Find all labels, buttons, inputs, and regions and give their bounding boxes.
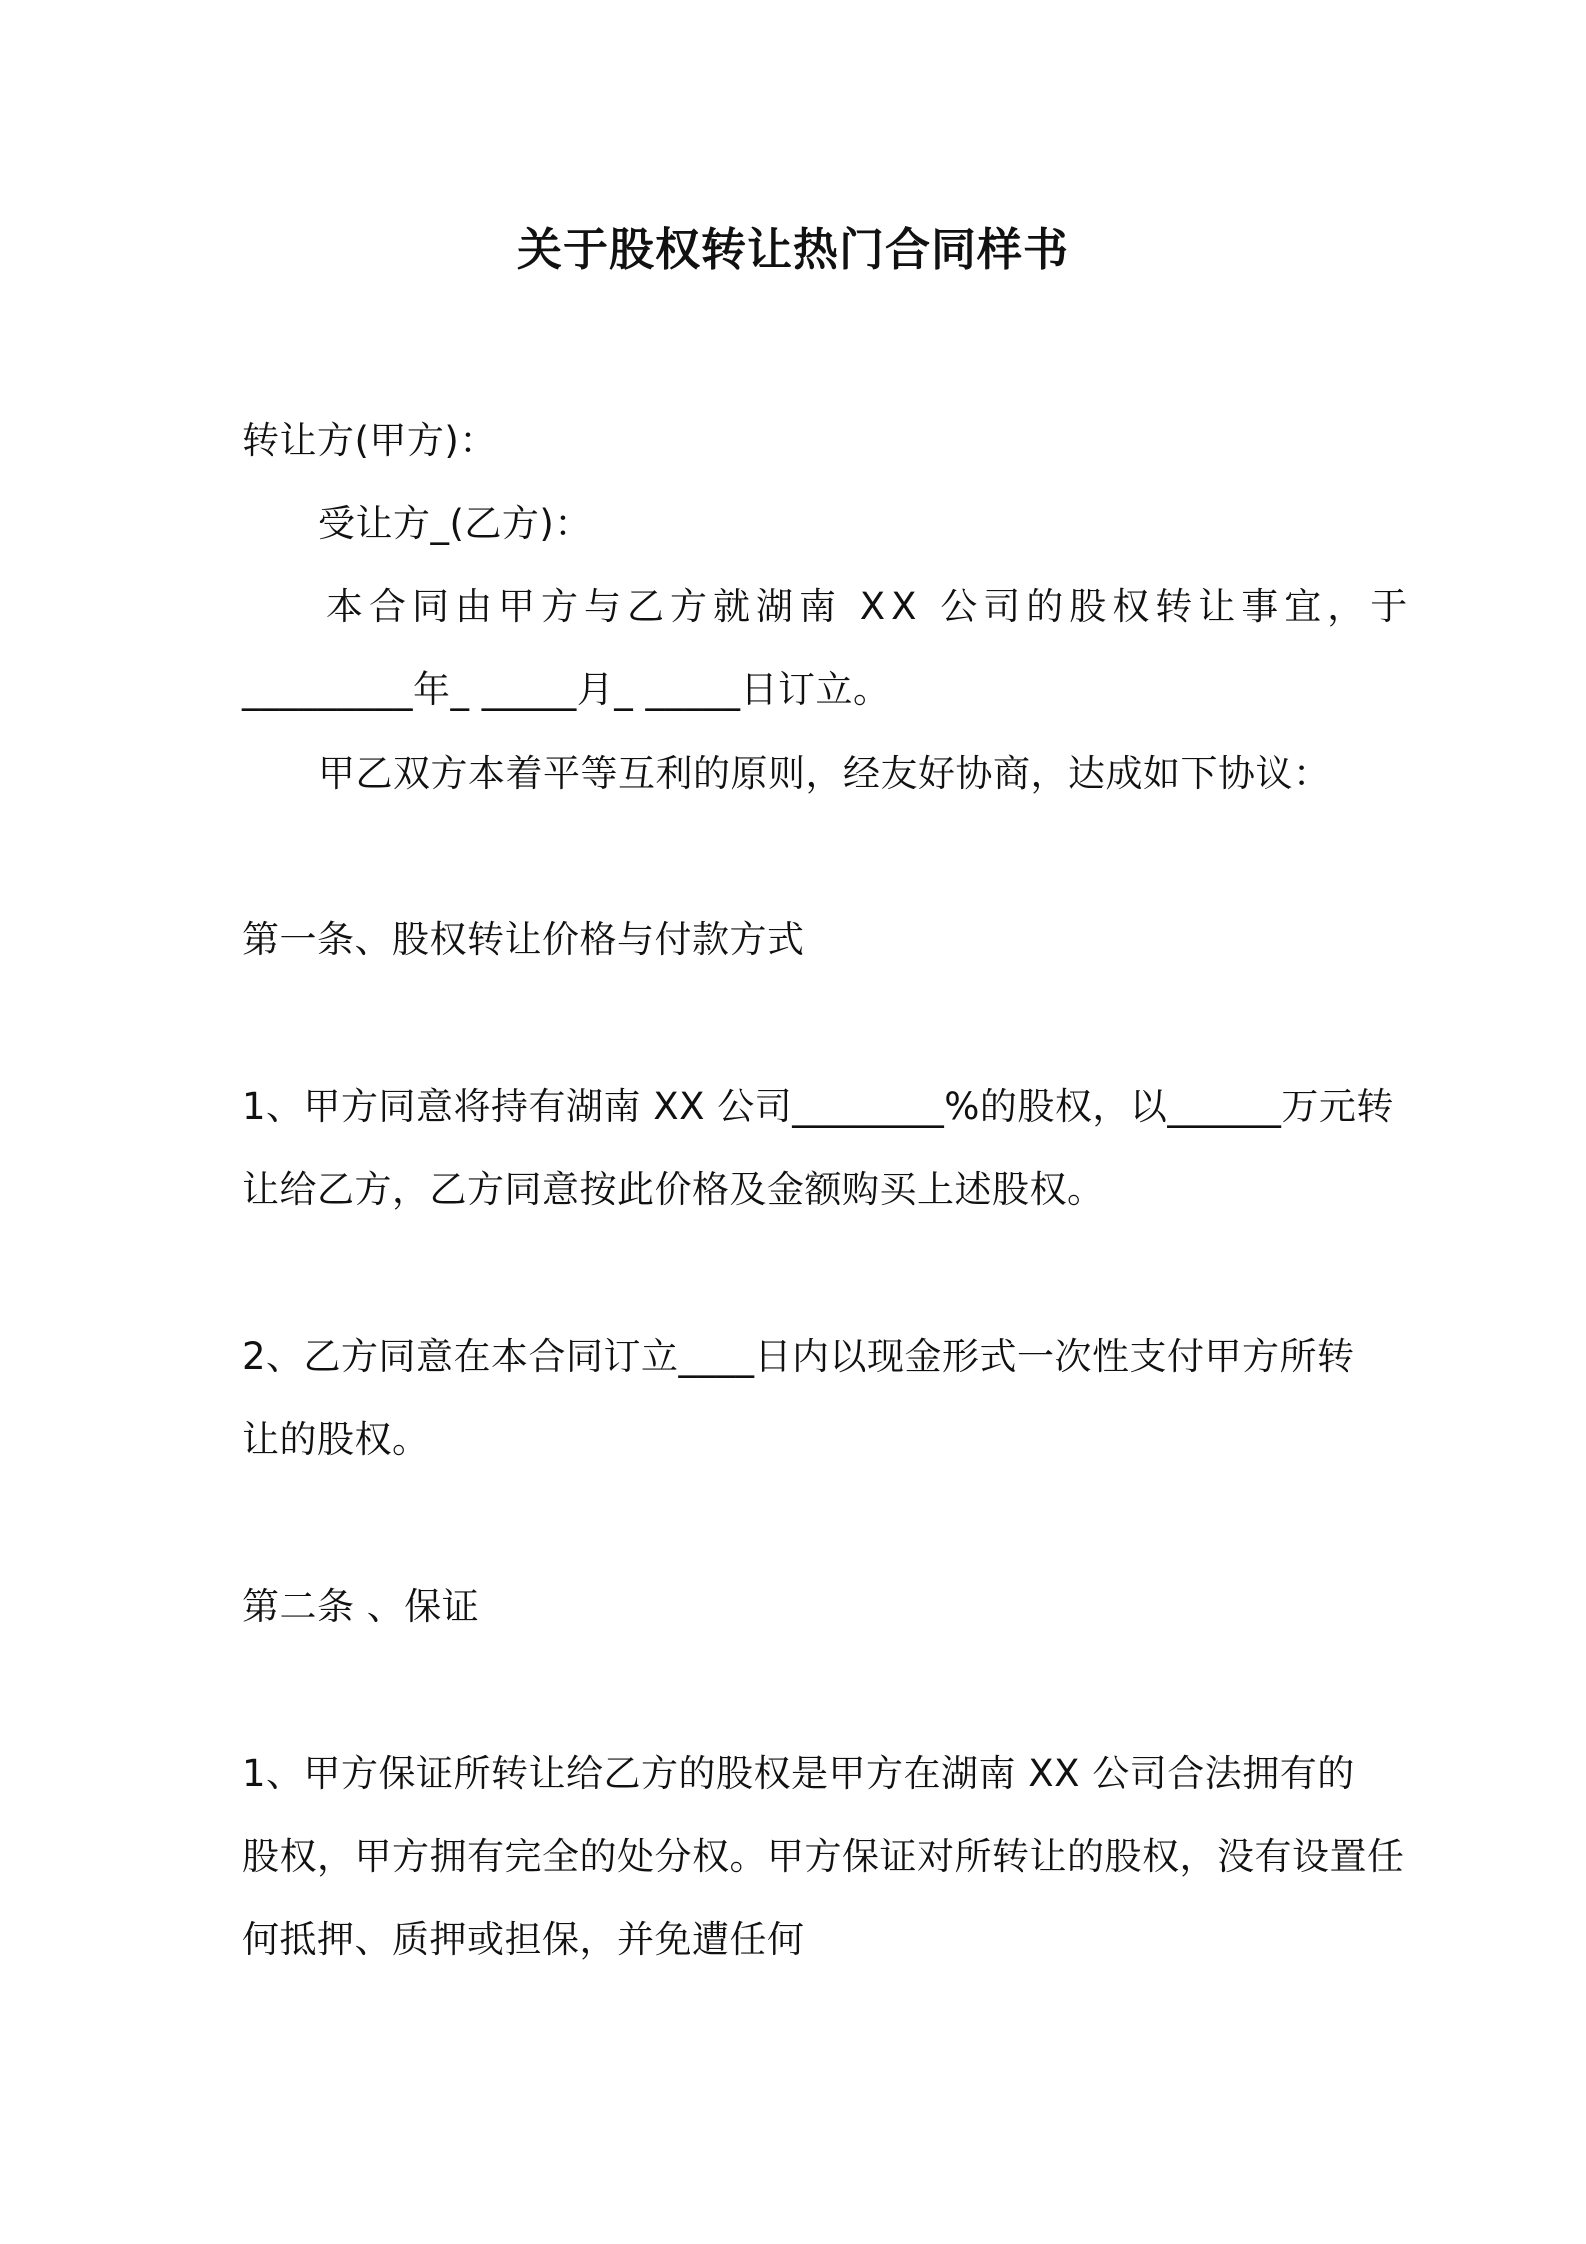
party-b-line: 受让方_(乙方)： xyxy=(318,502,592,545)
agreement-intro: 甲乙双方本着平等互利的原则，经友好协商，达成如下协议： xyxy=(318,752,1331,795)
article-2-clause-1-line-1: 1、甲方保证所转让给乙方的股权是甲方在湖南 XX 公司合法拥有的 xyxy=(242,1752,1355,1795)
article-2-clause-1-line-2: 股权，甲方拥有完全的处分权。甲方保证对所转让的股权，没有设置任 xyxy=(242,1835,1405,1878)
document-title: 关于股权转让热门合同样书 xyxy=(516,223,1069,276)
preamble-line-2: _________年_ _____月_ _____日订立。 xyxy=(242,668,891,711)
article-1-clause-1-line-1: 1、甲方同意将持有湖南 XX 公司________%的股权，以______万元转 xyxy=(242,1085,1394,1128)
article-1-clause-1-line-2: 让给乙方，乙方同意按此价格及金额购买上述股权。 xyxy=(242,1168,1105,1211)
article-1-clause-2-line-1: 2、乙方同意在本合同订立____日内以现金形式一次性支付甲方所转 xyxy=(242,1335,1355,1378)
preamble-line-1: 本合同由甲方与乙方就湖南 XX 公司的股权转让事宜，于 xyxy=(326,585,1414,628)
article-1-heading: 第一条、股权转让价格与付款方式 xyxy=(242,918,805,961)
party-a-line: 转让方(甲方)： xyxy=(242,419,497,462)
article-2-heading: 第二条 、保证 xyxy=(242,1585,480,1628)
article-1-clause-2-line-2: 让的股权。 xyxy=(242,1418,430,1461)
article-2-clause-1-line-3: 何抵押、质押或担保，并免遭任何 xyxy=(242,1918,805,1961)
